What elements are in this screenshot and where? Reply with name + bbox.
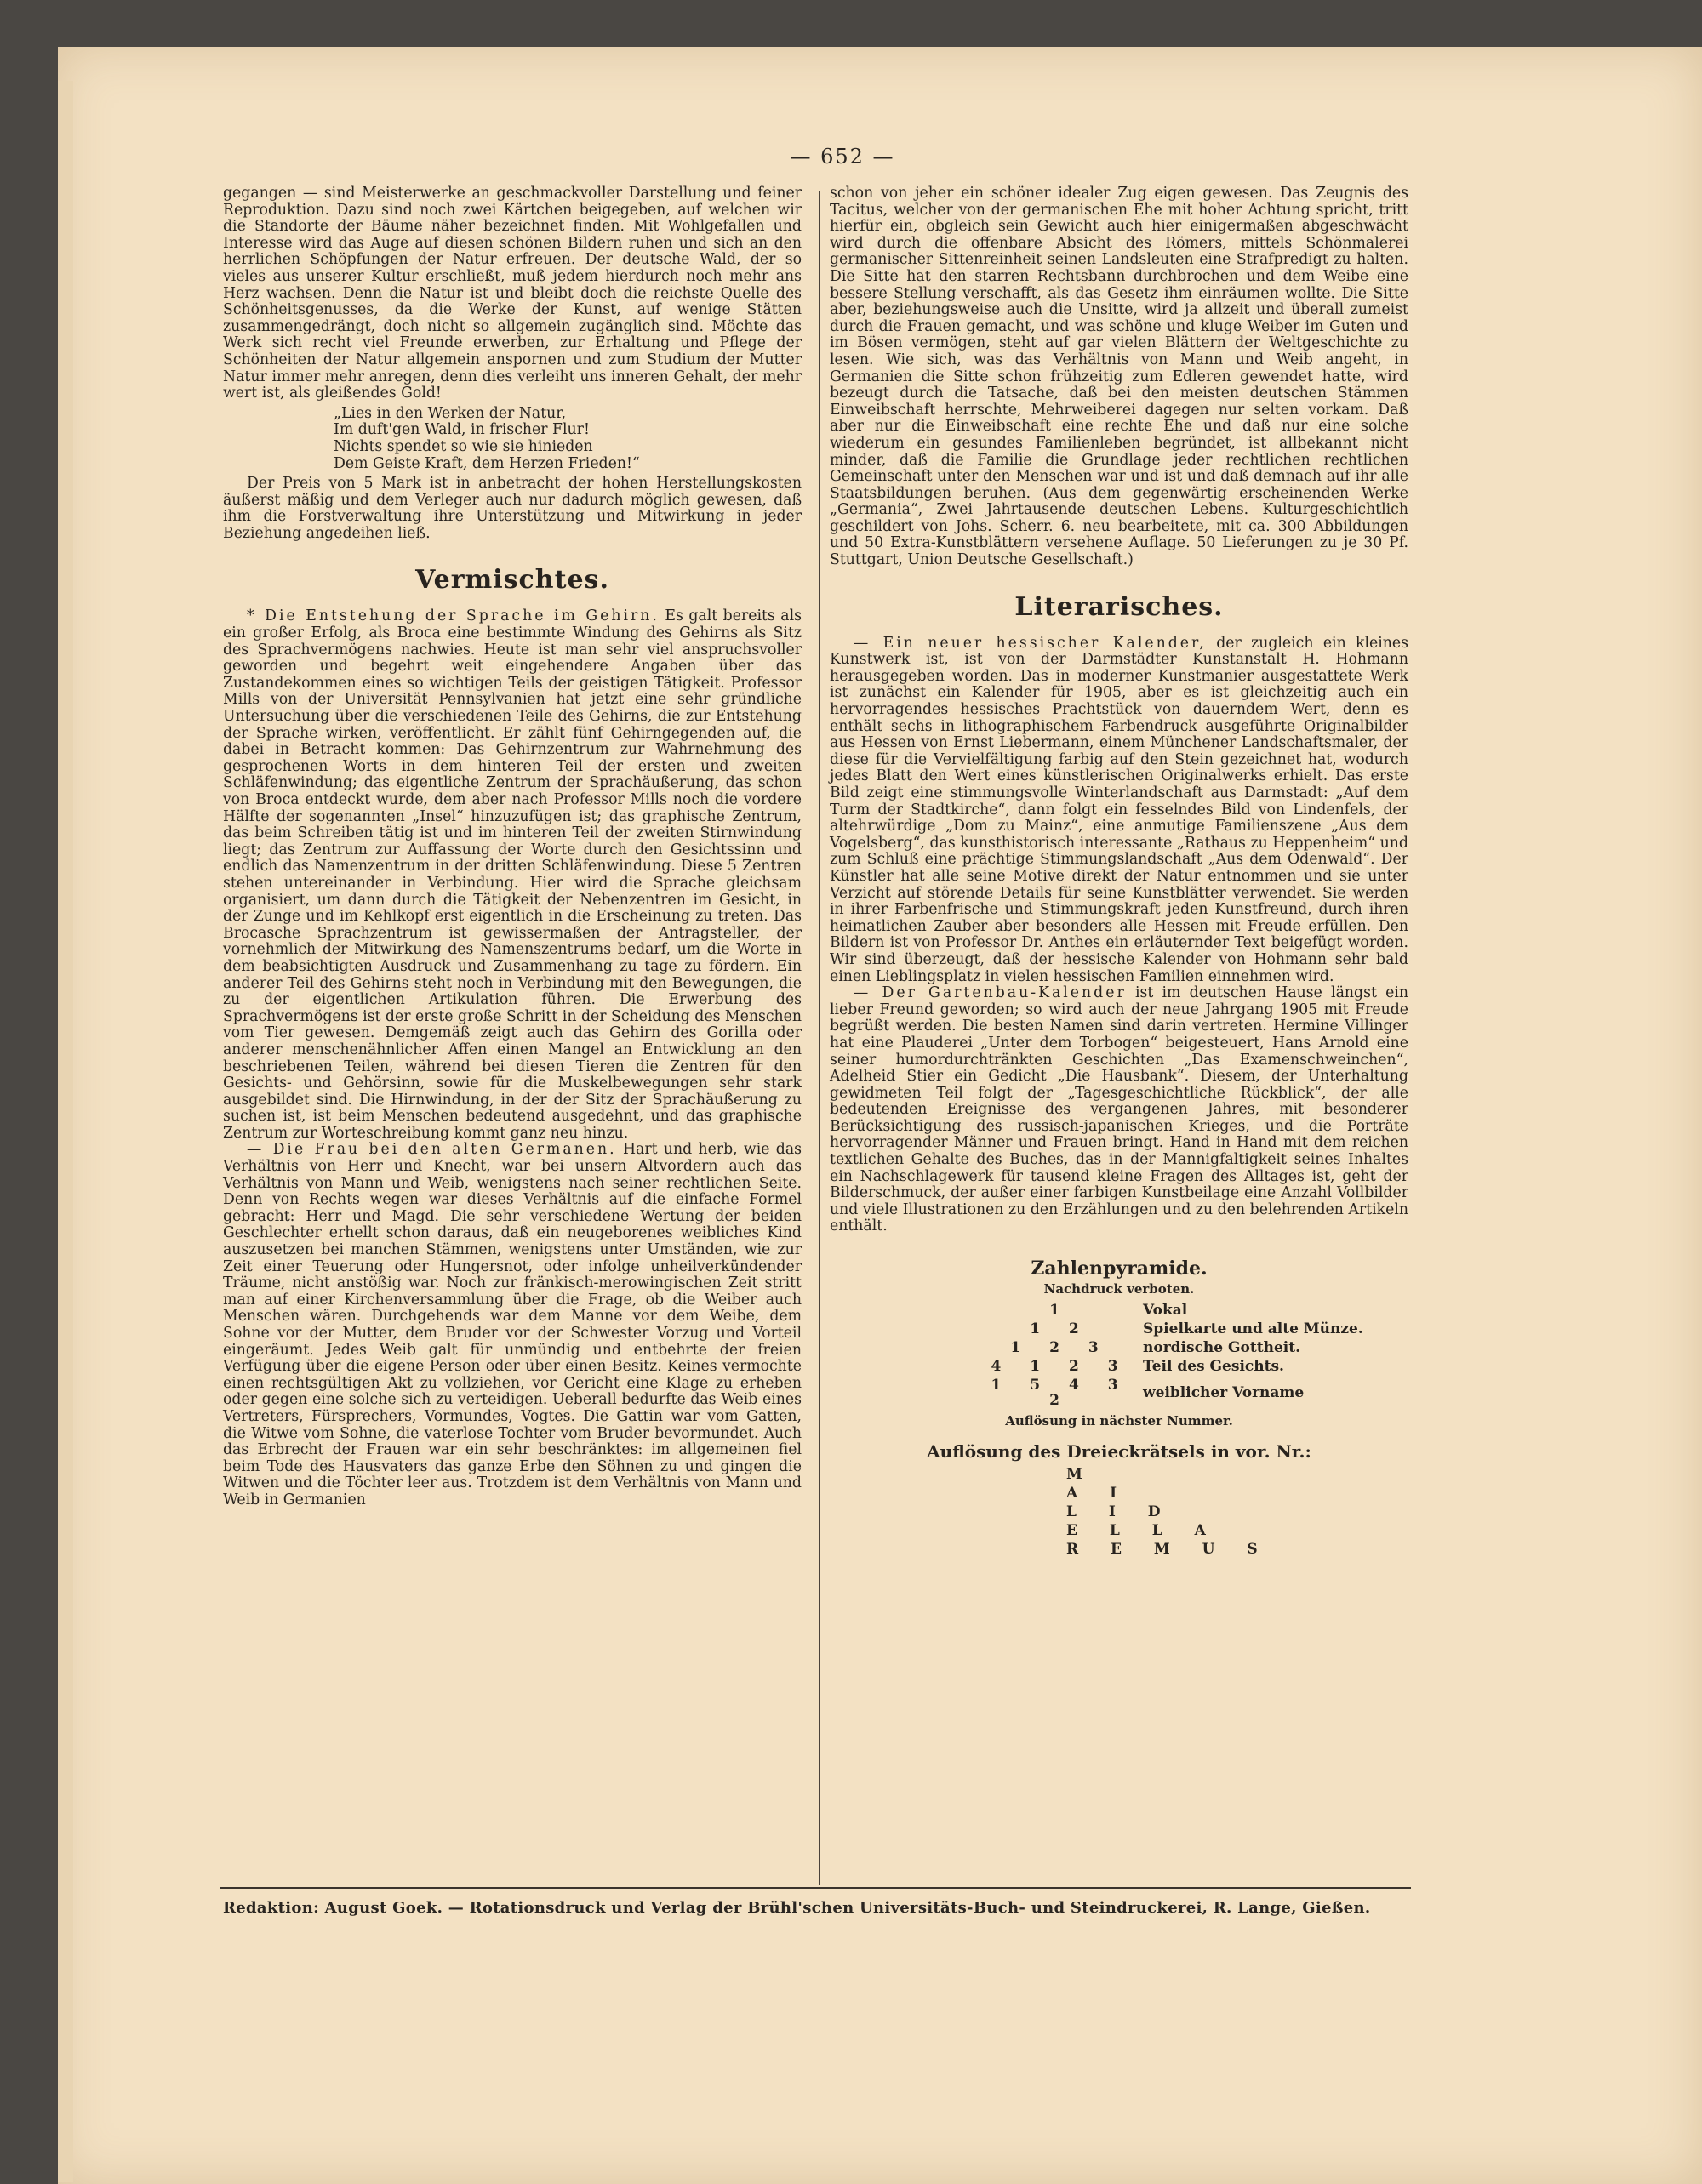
- price-paragraph: Der Preis von 5 Mark ist in anbetracht der hohen Herstellungskosten äußerst mäßig und dem Verleger auch nur dadurch möglich gewesen, daß ihm die Forstverwaltung ihre Unterstützung und Mitwirkung in jeder Beziehung angedeihen ließ.: [223, 475, 802, 542]
- article-body: ist im deutschen Hause längst ein lieber Freund geworden; so wird auch der neue Jahrgang 1905 mit Freude begrüßt werden. Die besten Namen sind darin vertreten. Hermine Villinger hat eine Plauderei „Unter dem Torbogen“ beigesteuert, Hans Arnold eine seiner humordurchtränkten Geschichten „Das Examenschweinchen“, Adelheid Stier ein Gedicht „Die Hausbank“. Diesem, der Unterhaltung gewidmeten Teil folgt der „Tagesgeschichtliche Rückblick“, der alle bedeutenden Ereignisse des vergangenen Jahres, mit besonderer Berücksichtigung des russisch-japanischen Krieges, und die Porträte hervorragender Männer und Frauen bringt. Hand in Hand mit dem reichen textlichen Gehalte des Buches, das in der Mannigfaltigkeit seines Inhaltes ein Nachschlagewerk für tausend kleine Fragen des Alltages ist, geht der Bilderschmuck, der außer einer farbigen Kunstbeilage eine Anzahl Vollbilder und viele Illustrationen zu den Erzählungen und zu den belehrenden Artikeln enthält.: [830, 984, 1408, 1235]
- puzzle-note: Auflösung in nächster Nummer.: [1005, 1413, 1233, 1429]
- right-column: [830, 185, 1408, 1559]
- pyramid-clue: weiblicher Vorname: [1143, 1384, 1305, 1402]
- column-divider: [819, 191, 820, 1885]
- pyramid-clue: nordische Gottheit.: [1143, 1339, 1300, 1357]
- continued-paragraph: schon von jeher ein schöner idealer Zug eigen gewesen. Das Zeugnis des Tacitus, welcher von der germanischen Ehe mit hoher Achtung spricht, tritt hierfür ein, obgleich sein Gewicht auch hier einigermaßen abgeschwächt wird durch die offenbare Absicht des Römers, mittels Schönmalerei germanischer Sittenreinheit seinen Landsleuten eine Strafpredigt zu halten. Die Sitte hat den starren Rechtsbann durchbrochen und dem Weibe eine bessere Stellung verschafft, als das Gesetz ihm einräumen wollte. Die Sitte aber, beziehungsweise auch die Unsitte, wird ja allzeit und überall zumeist durch die Frauen gemacht, und was schöne und kluge Weiber im Guten und im Bösen vermögen, steht auf gar vielen Blättern der Weltgeschichte zu lesen. Wie sich, was das Verhältnis von Mann und Weib angeht, in Germanien die Sitte schon frühzeitig zum Edleren gewendet hatte, wird bezeugt durch die Tatsache, daß bei den meisten deutschen Stämmen Einweibschaft herrschte, Mehrweiberei dagegen nur selten vorkam. Daß aber nur die Einweibschaft eine rechte Ehe und daß nur eine solche wiederum ein gesundes Familienleben begründet, ist allbekannt nicht minder, daß die Familie die Grundlage jeder rechtlichen rechtlichen Gemeinschaft unter den Menschen war und ist und daß demnach auf ihr alle Staatsbildungen beruhen. (Aus dem gegenwärtig erscheinenden Werke „Germania“, Zwei Jahrtausende deutschen Lebens. Kulturgeschichtlich geschildert von Johs. Scherr. 6. neu bearbeitete, mit ca. 300 Abbildungen und 50 Extra-Kunstblättern versehene Auflage. 50 Lieferungen zu je 30 Pf. Stuttgart, Union Deutsche Gesellschaft.): [830, 185, 1408, 569]
- imprint-footer: Redaktion: August Goek. — Rotationsdruck und Verlag der Brühl'schen Universitäts-Buch- und Steindruckerei, R. Lange, Gießen.: [223, 1899, 1371, 1917]
- article-body: der zugleich ein kleines Kunstwerk ist, ist von der Darmstädter Kunstanstalt H. Hohmann herausgegeben worden. Das in moderner Kunstmanier ausgestattete Werk ist zunächst ein Kalender für 1905, aber es ist gleichzeitig auch ein hervorragendes hessisches Prachtstück von dauerndem Wert, denn es enthält sechs in lithographischem Farbendruck ausgeführte Originalbilder aus Hessen von Ernst Liebermann, einem Münchener Landschaftsmaler, der diese für die Vervielfältigung farbig auf den Stein gezeichnet hat, wodurch jedes Blatt den Wert eines künstlerischen Originalwerks erhielt. Das erste Bild zeigt eine stimmungsvolle Winterlandschaft aus Darmstadt: „Auf dem Turm der Stadtkirche“, dann folgt ein fesselndes Bild von Lindenfels, der altehrwürdige „Dom zu Mainz“, eine anmutige Familienszene „Aus dem Vogelsberg“, das kunsthistorisch interessante „Rathaus zu Heppenheim“ und zum Schluß eine prächtige Stimmungslandschaft „Aus dem Odenwald“. Der Künstler hat alle seine Motive direkt der Natur entnommen und sie unter Verzicht auf störende Details für seine Kunstblätter verwendet. Sie werden in ihrer Farbenfrische und Stimmungskraft jeden Kunstfreund, durch ihren heimatlichen Zauber aber besonders alle Hessen mit Freude erfüllen. Den Bildern ist von Professor Dr. Anthes ein erläuternder Text beigefügt worden. Wir sind überzeugt, daß der hessische Kalender von Hohmann sehr bald einen Lieblingsplatz in vielen hessischen Familien einnehmen wird.: [830, 634, 1409, 985]
- section-heading-literarisches: Literarisches.: [1014, 591, 1224, 622]
- article-frau: [223, 1142, 802, 1508]
- intro-paragraph: gegangen — sind Meisterwerke an geschmackvoller Darstellung und feiner Reproduktion. Dazu sind noch zwei Kärtchen beigegeben, auf welchen wir die Standorte der Bäume näher bezeichnet finden. Mit Wohlgefallen und Interesse wird das Auge auf diesen schönen Bildern ruhen und sich an den herrlichen Schöpfungen der Natur erfreuen. Der deutsche Wald, der so vieles aus unserer Kultur erschließt, muß jedem hierdurch noch mehr ans Herz wachsen. Denn die Natur ist und bleibt doch die reichste Quelle des Schönheitsgenusses, da die Werke der Kunst, auf wenige Stätten zusammengedrängt, doch nicht so allgemein zugänglich sind. Möchte das Werk sich recht viel Freunde erwerben, zur Erhaltung und Pflege der Schönheiten der Natur allgemein anspornen und zum Studium der Mutter Natur immer mehr anregen, denn dies verleiht uns inneren Gehalt, der mehr wert ist, als gleißendes Gold!: [223, 185, 802, 402]
- article-gartenbau: [830, 985, 1408, 1235]
- pyramid-row: [983, 1357, 1368, 1376]
- poem-line: Im duft'gen Wald, in frischer Flur!: [334, 421, 590, 439]
- pyramid-numbers: 1: [1049, 1302, 1071, 1320]
- pyramid-row: [983, 1301, 1368, 1320]
- pyramid-numbers: 4 1 2 3: [991, 1358, 1130, 1376]
- article-title: * Die Entstehung der Sprache im Gehirn.: [247, 607, 660, 625]
- article-title: — Ein neuer hessischer Kalender,: [854, 634, 1207, 652]
- solution-triangle: [1066, 1465, 1408, 1559]
- solution-row: L I D: [1066, 1503, 1174, 1521]
- article-sprache: [223, 608, 802, 1142]
- article-body: Hart und herb, wie das Verhältnis von Herr und Knecht, war bei unsern Altvordern auch das Verhältnis von Mann und Weib, wenigstens nach seiner rechtlichen Seite. Denn von Rechts wegen war dieses Verhältnis auf die einfache Formel gebracht: Herr und Magd. Die sehr verschiedene Wertung der beiden Geschlechter erhellt schon daraus, daß ein neugeborenes weibliches Kind auszusetzen bei manchen Stämmen, wenigstens unter Umständen, wie zur Zeit einer Teuerung oder Hungersnot, oder infolge unheilverkündender Träume, nicht anstößig war. Noch zur fränkisch-merowingischen Zeit stritt man auf einer Kirchenversammlung über die Frage, ob die Weiber auch Menschen wären. Durchgehends war dem Manne vor dem Weibe, dem Sohne vor der Mutter, dem Bruder vor der Schwester Vorzug und Vorteil eingeräumt. Jedes Weib galt für unmündig und entbehrte der freien Verfügung über die eigene Person oder über einen Besitz. Keines vermochte einen rechtsgültigen Akt zu vollziehen, vor Gericht eine Klage zu erheben oder gegen eine solche sich zu verteidigen. Ueberall bedurfte das Weib eines Vertreters, Fürsprechers, Vormundes, Vogtes. Die Gattin war vom Gatten, die Witwe vom Sohne, die vaterlose Tochter vom Bruder bevormundet. Auch das Erbrecht der Frauen war ein sehr beschränktes: im allgemeinen fiel beim Tode des Hausvaters das ganze Erbe den Söhnen zu und gingen die Witwen und die Töchter leer aus. Trotzdem ist dem Verhältnis von Mann und Weib in Germanien: [223, 1141, 802, 1508]
- pyramid-row: [983, 1338, 1368, 1357]
- footer-rule: [220, 1887, 1411, 1889]
- solution-row: A I: [1066, 1485, 1131, 1503]
- section-heading-vermischtes: Vermischtes.: [415, 565, 609, 596]
- solution-row: E L L A: [1066, 1522, 1219, 1540]
- left-column: [223, 185, 802, 1509]
- pyramid-row: [983, 1320, 1368, 1338]
- poem-line: Nichts spendet so wie sie hinieden: [334, 437, 593, 455]
- article-title: — Die Frau bei den alten Germanen.: [247, 1141, 617, 1159]
- pyramid-numbers: 1 2 3: [1010, 1339, 1111, 1357]
- pyramid-clue: Spielkarte und alte Münze.: [1143, 1320, 1363, 1338]
- solution-row: M: [1066, 1466, 1096, 1484]
- solution-row: R E M U S: [1066, 1541, 1271, 1559]
- pyramid-clue: Teil des Gesichts.: [1143, 1358, 1284, 1376]
- page-number: — 652 —: [790, 145, 895, 168]
- puzzle-subtitle: Nachdruck verboten.: [1043, 1280, 1195, 1297]
- puzzle-title: Zahlenpyramide.: [1031, 1257, 1208, 1280]
- pyramid-numbers: 1 5 4 3 2: [991, 1377, 1130, 1410]
- poem-line: Dem Geiste Kraft, dem Herzen Frieden!“: [334, 454, 640, 472]
- article-kalender: [830, 636, 1408, 985]
- article-body: Es galt bereits als ein großer Erfolg, als Broca eine bestimmte Windung des Gehirns als Sitz des Sprachvermögens nachwies. Heute ist man sehr viel anspruchsvoller geworden und begehrt weit eingehendere Angaben über das Zustandekommen eines so wichtigen Teils der geistigen Tätigkeit. Professor Mills von der Universität Pennsylvanien hat jetzt eine sehr gründliche Untersuchung über die verschiedenen Teile des Gehirns, die zur Entstehung der Sprache wirken, veröffentlicht. Er zählt fünf Gehirngegenden auf, die dabei in Betracht kommen: Das Gehirnzentrum zur Wahrnehmung des gesprochenen Worts in dem hinteren Teil der ersten und zweiten Schläfenwindung; das eigentliche Zentrum der Sprachäußerung, das schon von Broca entdeckt wurde, dem aber nach Professor Mills noch die vordere Hälfte der sogenannten „Insel“ hinzuzufügen ist; das graphische Zentrum, das beim Schreiben tätig ist und im hinteren Teil der zweiten Stirnwindung liegt; das Zentrum zur Auffassung der Worte durch den Gesichtssinn und endlich das Namenzentrum in der dritten Schläfenwindung. Diese 5 Zentren stehen untereinander in Verbindung. Hier wird die Sprache gleichsam organisiert, um dann durch die Tätigkeit der Nebenzentren im Gesicht, in der Zunge und im Kehlkopf erst eigentlich in die Erscheinung zu treten. Das Brocasche Sprachzentrum ist gewissermaßen der Antragsteller, der vornehmlich der Mitwirkung des Namenszentrums bedarf, um die Worte in dem beabsichtigten Ausdruck und Zusammenhang zu tage zu fördern. Ein anderer Teil des Gehirns steht noch in Verbindung mit den Bewegungen, die zu der eigentlichen Artikulation führen. Die Erwerbung des Sprachvermögens ist der erste große Schritt in der Scheidung des Menschen vom Tier gewesen. Demgemäß zeigt auch das Gehirn des Gorilla oder anderer menschenähnlicher Affen einen Mangel an Entwicklung an den beschriebenen Teilen, während bei diesen Tieren die Zentren für den Gesichts- und Gehörsinn, sowie für die Muskelbewegungen sehr stark ausgebildet sind. Die Hirnwindung, in der der Sitz der Sprachäußerung zu suchen ist, ist beim Menschen bedeutend ausgedehnt, und das graphische Zentrum zur Worteschreibung kommt ganz neu hinzu.: [223, 607, 802, 1142]
- pyramid-numbers: 1 2: [1030, 1320, 1091, 1338]
- number-pyramid: [983, 1301, 1368, 1410]
- solution-title: Auflösung des Dreieckrätsels in vor. Nr.:: [927, 1440, 1311, 1462]
- article-title: — Der Gartenbau-Kalender: [854, 984, 1127, 1002]
- adjacent-page-edge: [58, 81, 73, 2182]
- poem: [334, 406, 802, 472]
- poem-line: „Lies in den Werken der Natur,: [334, 404, 567, 422]
- pyramid-row: [983, 1376, 1368, 1410]
- pyramid-clue: Vokal: [1143, 1302, 1188, 1320]
